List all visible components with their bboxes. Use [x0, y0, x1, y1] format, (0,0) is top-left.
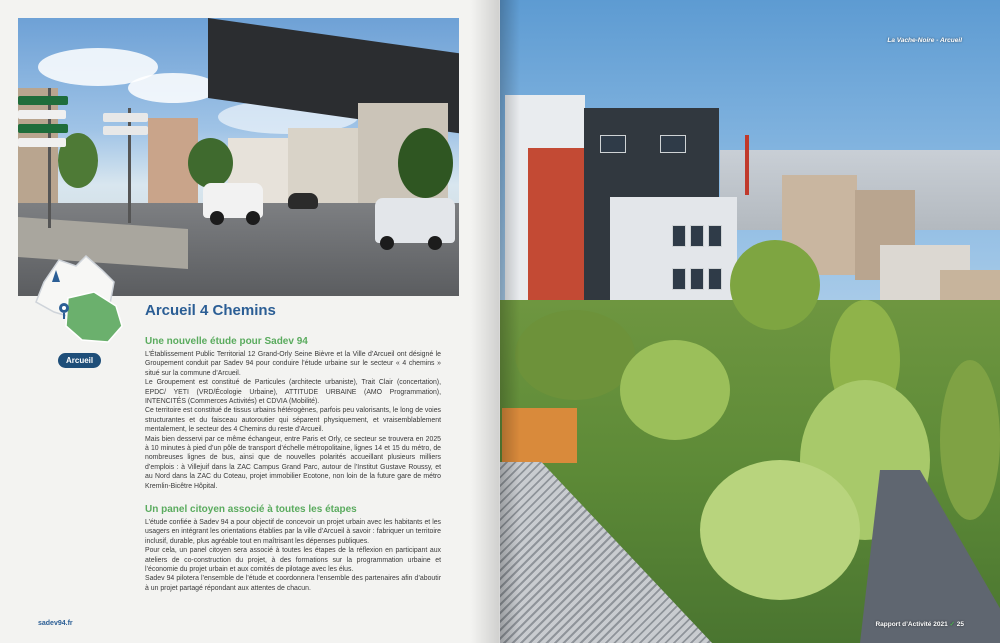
- paragraph: Le Groupement est constitué de Particules (architecte urbaniste), Trait Clair (concertation), EPDC/ YETI (VRD/Écologie Urbaine), ATTITUDE URBAINE (AMO Programmation), INTENCITÉS (Commerces Activités) et CDVIA (Mobilité).: [145, 379, 441, 406]
- report-title: Rapport d’Activité 2021: [875, 621, 948, 628]
- checkmark-icon: ✓: [949, 621, 955, 628]
- photo-caption: La Vache-Noire - Arcueil: [887, 37, 962, 44]
- arcueil-map-icon: [24, 252, 128, 348]
- section-body-2: [145, 518, 441, 593]
- section-body-1: [145, 350, 441, 491]
- paragraph: Mais bien desservi par ce même échangeur, entre Paris et Orly, ce secteur se trouvera en 2025 à 10 minutes à pied d’un pôle de transport d’échelle métropolitaine, lignes 14 et 15 du métro, de nombreuses lignes de bus, ainsi que de nouvelles polarités accueillant plusieurs milliers d’emplois : à Villejuif dans la ZAC Campus Grand Parc, autour de l’Institut Gustave Roussy, et au Nord dans la ZAC du Coteau, projet immobilier Ecotone, non loin de la future gare de métro Kremlin-Bicêtre Hôpital.: [145, 435, 441, 490]
- section-heading-1: Une nouvelle étude pour Sadev 94: [145, 336, 308, 347]
- paragraph: L’Établissement Public Territorial 12 Grand-Orly Seine Bièvre et la Ville d’Arcueil ont désigné le Groupement conduit par Sadev 94 pour conduire l’étude urbaine sur le secteur « 4 chemins » situé sur la commune d’Arcueil.: [145, 351, 441, 377]
- section-heading-2: Un panel citoyen associé à toutes les étapes: [145, 504, 357, 515]
- paragraph: Sadev 94 pilotera l’ensemble de l’étude et coordonnera l’ensemble des partenaires afin d’aboutir à un projet partagé répondant aux attentes de chacun.: [145, 575, 441, 592]
- page-footer: [875, 620, 964, 628]
- page-number: 25: [956, 621, 964, 628]
- right-page: [500, 0, 1000, 643]
- website-link[interactable]: sadev94.fr: [38, 620, 73, 627]
- paragraph: Ce territoire est constitué de tissus urbains hétérogènes, parfois peu valorisants, le long de voies structurantes et du faisceau autoroutier qui séparent physiquement, et vraisemblablement mentalement, le secteur des 4 Chemins du reste d’Arcueil.: [145, 407, 441, 434]
- paragraph: Pour cela, un panel citoyen sera associé à toutes les étapes de la réflexion en participant aux ateliers de co-construction du projet, à des formations sur la programmation urbaine et l’économie du projet urbain et aux comités de pilotage avec les élus.: [145, 547, 441, 574]
- page-title: Arcueil 4 Chemins: [145, 302, 276, 319]
- left-page: [0, 0, 499, 643]
- paragraph: L’étude confiée à Sadev 94 a pour objectif de concevoir un projet urbain avec les habitants et les usagers en intégrant les orientations établies par la ville d’Arcueil à savoir : fabriquer un territoire inclusif, durable, plus agréable tout en maîtrisant les dépenses publiques.: [145, 519, 441, 545]
- location-badge: Arcueil: [58, 353, 101, 368]
